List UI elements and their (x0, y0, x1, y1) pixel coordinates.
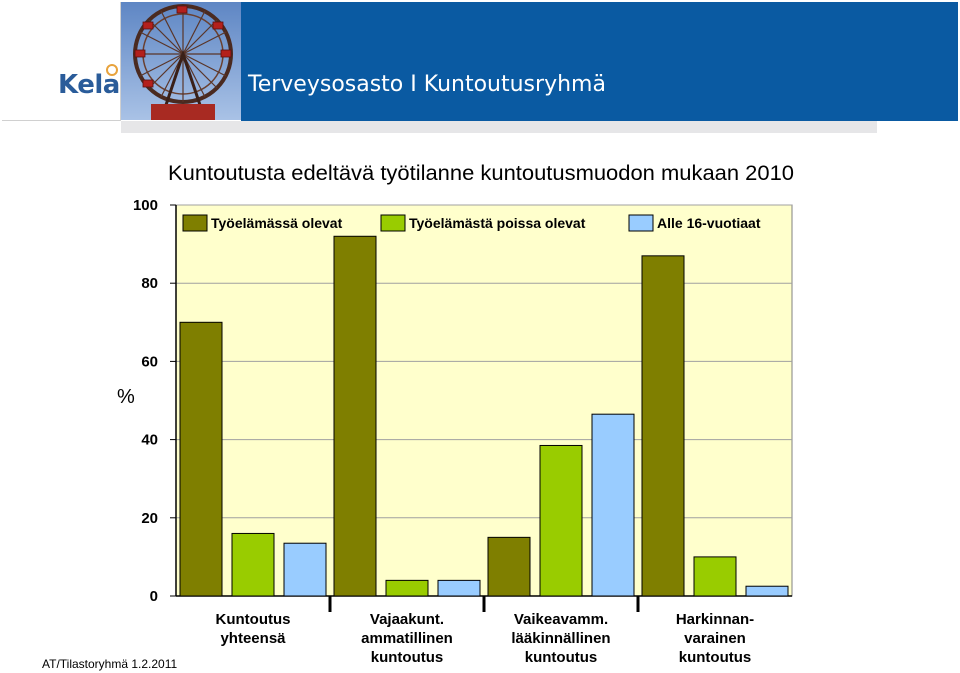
y-tick-label: 20 (141, 509, 158, 527)
x-category-label: ammatillinen (361, 630, 453, 647)
bar (694, 557, 736, 596)
legend-swatch (629, 215, 653, 231)
y-tick-label: 0 (149, 588, 158, 605)
x-category-label: lääkinnällinen (511, 630, 611, 647)
x-category-label: kuntoutus (678, 649, 752, 666)
bar (386, 580, 428, 596)
x-category-label: Kuntoutus (215, 611, 291, 628)
x-category-label: kuntoutus (524, 649, 598, 666)
x-category-label: Vaikeavamm. (513, 611, 609, 628)
bar (746, 586, 788, 596)
bar (180, 322, 222, 596)
bar (488, 537, 530, 596)
bar (642, 256, 684, 596)
y-tick-label: 40 (141, 431, 158, 449)
page-title: Terveysosasto I Kuntoutusryhmä (248, 72, 606, 97)
bar (232, 533, 274, 596)
bar (284, 543, 326, 596)
x-category-label: Vajaakunt. (369, 611, 445, 628)
bar (592, 414, 634, 596)
x-category-label: kuntoutus (370, 649, 444, 666)
y-tick-label: 60 (141, 353, 158, 371)
footer-text: AT/Tilastoryhmä 1.2.2011 (42, 657, 178, 671)
x-category-label: varainen (684, 630, 746, 647)
kela-logo: Kela (58, 70, 120, 100)
y-tick-label: 100 (132, 197, 158, 214)
x-category-label: yhteensä (220, 630, 286, 647)
legend-swatch (183, 215, 207, 231)
legend-swatch (381, 215, 405, 231)
bar (334, 236, 376, 596)
bar (438, 580, 480, 596)
y-axis-label: % (117, 386, 135, 408)
bar (540, 445, 582, 596)
legend-label: Alle 16-vuotiaat (657, 215, 761, 231)
y-tick-label: 80 (141, 275, 158, 293)
chart-title: Kuntoutusta edeltävä työtilanne kuntoutusmuodon mukaan 2010 (168, 162, 794, 185)
x-category-label: Harkinnan- (675, 611, 755, 628)
legend-label: Työelämässä olevat (211, 215, 343, 231)
legend-label: Työelämästä poissa olevat (409, 215, 586, 231)
